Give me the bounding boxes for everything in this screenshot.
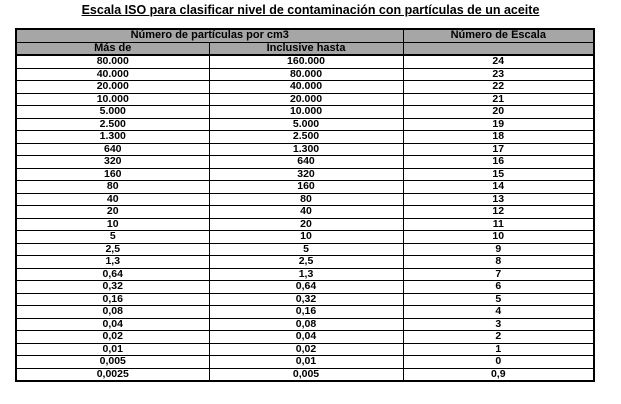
table-cell: 19: [403, 118, 594, 131]
table-cell: 5.000: [16, 106, 209, 119]
table-cell: 2: [403, 331, 594, 344]
table-cell: 0,02: [209, 343, 403, 356]
table-cell: 20: [16, 206, 209, 219]
table-body: [16, 55, 594, 381]
table-row: [16, 168, 594, 181]
table-cell: 5: [16, 231, 209, 244]
table-row: [16, 143, 594, 156]
table-cell: 16: [403, 156, 594, 169]
table-cell: 17: [403, 143, 594, 156]
table-cell: 0,01: [209, 356, 403, 369]
table-cell: 0,9: [403, 368, 594, 381]
table-row: [16, 331, 594, 344]
table-row: [16, 156, 594, 169]
table-row: [16, 81, 594, 94]
table-cell: 5.000: [209, 118, 403, 131]
table-cell: 0,16: [209, 306, 403, 319]
table-header-row: [16, 29, 594, 42]
table-cell: 1.300: [16, 131, 209, 144]
table-row: [16, 206, 594, 219]
table-row: [16, 193, 594, 206]
table-row: [16, 306, 594, 319]
subheader-escala-empty-cell: [403, 42, 594, 55]
table-cell: 7: [403, 268, 594, 281]
table-row: [16, 343, 594, 356]
table-cell: 6: [403, 281, 594, 294]
table-row: [16, 268, 594, 281]
table-cell: 15: [403, 168, 594, 181]
table-cell: 18: [403, 131, 594, 144]
table-cell: 10.000: [16, 93, 209, 106]
subheader-inclusive-hasta: Inclusive hasta: [209, 42, 403, 55]
table-cell: 0,08: [209, 318, 403, 331]
table-cell: 4: [403, 306, 594, 319]
table-cell: 160.000: [209, 55, 403, 68]
table-row: [16, 93, 594, 106]
table-cell: 5: [403, 293, 594, 306]
table-cell: 21: [403, 93, 594, 106]
table-cell: 1.300: [209, 143, 403, 156]
table-cell: 10: [16, 218, 209, 231]
table-cell: 20: [403, 106, 594, 119]
table-cell: 640: [209, 156, 403, 169]
table-cell: 0,005: [16, 356, 209, 369]
table-cell: 0,16: [16, 293, 209, 306]
table-cell: 1,3: [16, 256, 209, 269]
header-numero-de-escala: Número de Escala: [403, 29, 594, 42]
table-cell: 20.000: [16, 81, 209, 94]
table-row: [16, 131, 594, 144]
table-cell: 640: [16, 143, 209, 156]
table-cell: 22: [403, 81, 594, 94]
table-cell: 20.000: [209, 93, 403, 106]
table-cell: 9: [403, 243, 594, 256]
table-cell: 0,005: [209, 368, 403, 381]
table-cell: 0,02: [16, 331, 209, 344]
table-cell: 0,04: [209, 331, 403, 344]
table-cell: 0,32: [209, 293, 403, 306]
table-cell: 11: [403, 218, 594, 231]
header-particulas-por-cm3: Número de partículas por cm3: [16, 29, 403, 42]
page-title: Escala ISO para clasificar nivel de contaminación con partículas de un aceite: [81, 3, 540, 17]
subheader-mas-de: Más de: [16, 42, 209, 55]
table-cell: 80.000: [209, 68, 403, 81]
table-cell: 0,32: [16, 281, 209, 294]
table-row: [16, 218, 594, 231]
table-cell: 160: [209, 181, 403, 194]
table-cell: 40.000: [209, 81, 403, 94]
table-cell: 20: [209, 218, 403, 231]
table-row: [16, 106, 594, 119]
table-cell: 2,5: [16, 243, 209, 256]
table-row: [16, 181, 594, 194]
iso-scale-table: [15, 28, 595, 382]
table-cell: 1: [403, 343, 594, 356]
table-cell: 10.000: [209, 106, 403, 119]
table-cell: 5: [209, 243, 403, 256]
table-subheader-row: [16, 42, 594, 55]
table-cell: 2,5: [209, 256, 403, 269]
table-row: [16, 318, 594, 331]
table-cell: 0,01: [16, 343, 209, 356]
table-cell: 80.000: [16, 55, 209, 68]
table-cell: 10: [209, 231, 403, 244]
table-cell: 14: [403, 181, 594, 194]
table-row: [16, 293, 594, 306]
table-cell: 12: [403, 206, 594, 219]
table-cell: 2.500: [209, 131, 403, 144]
table-cell: 13: [403, 193, 594, 206]
table-cell: 24: [403, 55, 594, 68]
table-cell: 0: [403, 356, 594, 369]
table-cell: 1,3: [209, 268, 403, 281]
table-cell: 40: [209, 206, 403, 219]
table-cell: 80: [16, 181, 209, 194]
table-row: [16, 356, 594, 369]
table-cell: 160: [16, 168, 209, 181]
table-cell: 320: [16, 156, 209, 169]
table-cell: 0,0025: [16, 368, 209, 381]
table-row: [16, 231, 594, 244]
table-cell: 40.000: [16, 68, 209, 81]
table-cell: 0,08: [16, 306, 209, 319]
table-cell: 3: [403, 318, 594, 331]
table-cell: 320: [209, 168, 403, 181]
table-cell: 2.500: [16, 118, 209, 131]
table-row: [16, 256, 594, 269]
table-cell: 0,04: [16, 318, 209, 331]
table-cell: 0,64: [209, 281, 403, 294]
table-cell: 40: [16, 193, 209, 206]
table-row: [16, 55, 594, 68]
table-row: [16, 243, 594, 256]
table-row: [16, 68, 594, 81]
table-row: [16, 368, 594, 381]
table-cell: 80: [209, 193, 403, 206]
table-row: [16, 118, 594, 131]
table-cell: 10: [403, 231, 594, 244]
table-cell: 0,64: [16, 268, 209, 281]
table-cell: 23: [403, 68, 594, 81]
table-cell: 8: [403, 256, 594, 269]
table-row: [16, 281, 594, 294]
